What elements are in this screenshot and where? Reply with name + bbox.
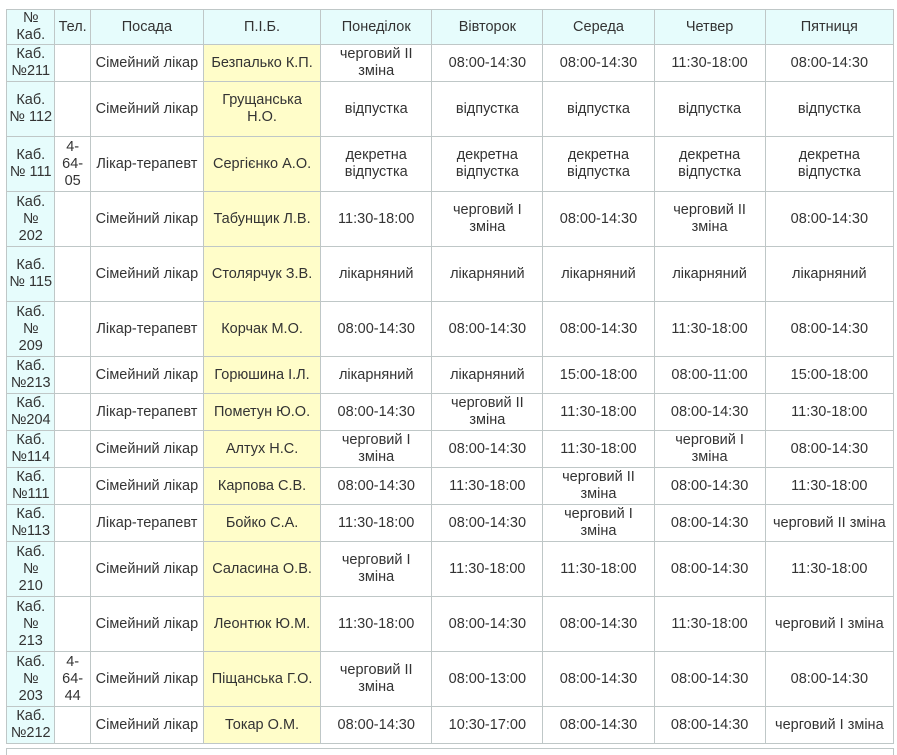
- friday-cell: 11:30-18:00: [765, 394, 893, 431]
- doctor-name-cell: Саласина О.В.: [203, 542, 320, 597]
- table-row: [7, 505, 894, 542]
- wednesday-cell: 11:30-18:00: [543, 431, 654, 468]
- friday-cell: відпустка: [765, 82, 893, 137]
- wednesday-cell: черговий І зміна: [543, 505, 654, 542]
- cabinet-cell: Каб. № 210: [7, 542, 55, 597]
- doctor-name-cell: Пометун Ю.О.: [203, 394, 320, 431]
- tuesday-cell: 08:00-14:30: [432, 302, 543, 357]
- phone-cell: [55, 192, 90, 247]
- table-footer-edge: [6, 748, 894, 755]
- header-monday: Понеділок: [321, 10, 432, 45]
- tuesday-cell: 11:30-18:00: [432, 468, 543, 505]
- thursday-cell: відпустка: [654, 82, 765, 137]
- header-name: П.І.Б.: [203, 10, 320, 45]
- monday-cell: 08:00-14:30: [321, 707, 432, 744]
- position-cell: Лікар-терапевт: [90, 394, 203, 431]
- friday-cell: декретна відпустка: [765, 137, 893, 192]
- thursday-cell: 08:00-14:30: [654, 468, 765, 505]
- doctor-name-cell: Безпалько К.П.: [203, 45, 320, 82]
- doctor-name-cell: Горюшина І.Л.: [203, 357, 320, 394]
- wednesday-cell: черговий ІІ зміна: [543, 468, 654, 505]
- wednesday-cell: 08:00-14:30: [543, 302, 654, 357]
- position-cell: Сімейний лікар: [90, 597, 203, 652]
- monday-cell: черговий І зміна: [321, 542, 432, 597]
- friday-cell: 08:00-14:30: [765, 431, 893, 468]
- cabinet-cell: Каб. № 112: [7, 82, 55, 137]
- tuesday-cell: лікарняний: [432, 247, 543, 302]
- position-cell: Сімейний лікар: [90, 357, 203, 394]
- table-row: [7, 302, 894, 357]
- phone-cell: 4-64-05: [55, 137, 90, 192]
- doctor-name-cell: Карпова С.В.: [203, 468, 320, 505]
- friday-cell: черговий І зміна: [765, 707, 893, 744]
- doctor-name-cell: Бойко С.А.: [203, 505, 320, 542]
- schedule-table: [6, 9, 894, 744]
- monday-cell: 08:00-14:30: [321, 468, 432, 505]
- position-cell: Сімейний лікар: [90, 192, 203, 247]
- friday-cell: 11:30-18:00: [765, 468, 893, 505]
- cabinet-cell: Каб. № 111: [7, 137, 55, 192]
- wednesday-cell: відпустка: [543, 82, 654, 137]
- table-row: [7, 82, 894, 137]
- thursday-cell: декретна відпустка: [654, 137, 765, 192]
- phone-cell: [55, 45, 90, 82]
- thursday-cell: 11:30-18:00: [654, 302, 765, 357]
- monday-cell: черговий ІІ зміна: [321, 45, 432, 82]
- cabinet-cell: Каб. №212: [7, 707, 55, 744]
- table-row: [7, 652, 894, 707]
- table-row: [7, 468, 894, 505]
- monday-cell: 08:00-14:30: [321, 302, 432, 357]
- doctor-name-cell: Грущанська Н.О.: [203, 82, 320, 137]
- thursday-cell: 08:00-14:30: [654, 707, 765, 744]
- thursday-cell: 08:00-14:30: [654, 394, 765, 431]
- table-row: [7, 192, 894, 247]
- thursday-cell: черговий ІІ зміна: [654, 192, 765, 247]
- tuesday-cell: черговий І зміна: [432, 192, 543, 247]
- table-row: [7, 247, 894, 302]
- doctor-name-cell: Корчак М.О.: [203, 302, 320, 357]
- position-cell: Сімейний лікар: [90, 707, 203, 744]
- thursday-cell: 08:00-14:30: [654, 505, 765, 542]
- thursday-cell: 11:30-18:00: [654, 597, 765, 652]
- phone-cell: [55, 82, 90, 137]
- wednesday-cell: 08:00-14:30: [543, 707, 654, 744]
- tuesday-cell: 08:00-14:30: [432, 505, 543, 542]
- header-tuesday: Вівторок: [432, 10, 543, 45]
- thursday-cell: лікарняний: [654, 247, 765, 302]
- header-position: Посада: [90, 10, 203, 45]
- wednesday-cell: 11:30-18:00: [543, 394, 654, 431]
- wednesday-cell: 15:00-18:00: [543, 357, 654, 394]
- friday-cell: черговий І зміна: [765, 597, 893, 652]
- wednesday-cell: 08:00-14:30: [543, 45, 654, 82]
- cabinet-cell: Каб. №204: [7, 394, 55, 431]
- doctor-name-cell: Табунщик Л.В.: [203, 192, 320, 247]
- phone-cell: [55, 597, 90, 652]
- wednesday-cell: лікарняний: [543, 247, 654, 302]
- friday-cell: лікарняний: [765, 247, 893, 302]
- cabinet-cell: Каб. № 202: [7, 192, 55, 247]
- wednesday-cell: 08:00-14:30: [543, 597, 654, 652]
- tuesday-cell: декретна відпустка: [432, 137, 543, 192]
- table-row: [7, 137, 894, 192]
- table-row: [7, 707, 894, 744]
- position-cell: Лікар-терапевт: [90, 505, 203, 542]
- position-cell: Сімейний лікар: [90, 45, 203, 82]
- friday-cell: 15:00-18:00: [765, 357, 893, 394]
- phone-cell: 4-64-44: [55, 652, 90, 707]
- cabinet-cell: Каб. №213: [7, 357, 55, 394]
- header-cabinet: № Каб.: [7, 10, 55, 45]
- phone-cell: [55, 505, 90, 542]
- tuesday-cell: 10:30-17:00: [432, 707, 543, 744]
- doctor-name-cell: Алтух Н.С.: [203, 431, 320, 468]
- table-row: [7, 597, 894, 652]
- monday-cell: черговий І зміна: [321, 431, 432, 468]
- cabinet-cell: Каб. №111: [7, 468, 55, 505]
- header-wednesday: Середа: [543, 10, 654, 45]
- friday-cell: 08:00-14:30: [765, 192, 893, 247]
- thursday-cell: 08:00-14:30: [654, 652, 765, 707]
- position-cell: Лікар-терапевт: [90, 137, 203, 192]
- table-row: [7, 431, 894, 468]
- doctor-name-cell: Столярчук З.В.: [203, 247, 320, 302]
- tuesday-cell: 08:00-13:00: [432, 652, 543, 707]
- table-row: [7, 357, 894, 394]
- thursday-cell: 11:30-18:00: [654, 45, 765, 82]
- table-row: [7, 542, 894, 597]
- wednesday-cell: 11:30-18:00: [543, 542, 654, 597]
- phone-cell: [55, 707, 90, 744]
- monday-cell: 11:30-18:00: [321, 597, 432, 652]
- tuesday-cell: 08:00-14:30: [432, 431, 543, 468]
- monday-cell: 08:00-14:30: [321, 394, 432, 431]
- wednesday-cell: декретна відпустка: [543, 137, 654, 192]
- doctor-name-cell: Піщанська Г.О.: [203, 652, 320, 707]
- friday-cell: 11:30-18:00: [765, 542, 893, 597]
- cabinet-cell: Каб. №114: [7, 431, 55, 468]
- monday-cell: лікарняний: [321, 247, 432, 302]
- doctor-name-cell: Сергієнко А.О.: [203, 137, 320, 192]
- header-friday: Пятниця: [765, 10, 893, 45]
- friday-cell: 08:00-14:30: [765, 652, 893, 707]
- thursday-cell: 08:00-14:30: [654, 542, 765, 597]
- cabinet-cell: Каб. № 209: [7, 302, 55, 357]
- thursday-cell: черговий І зміна: [654, 431, 765, 468]
- tuesday-cell: 08:00-14:30: [432, 597, 543, 652]
- phone-cell: [55, 247, 90, 302]
- tuesday-cell: 11:30-18:00: [432, 542, 543, 597]
- monday-cell: 11:30-18:00: [321, 192, 432, 247]
- cabinet-cell: Каб. № 115: [7, 247, 55, 302]
- position-cell: Сімейний лікар: [90, 468, 203, 505]
- wednesday-cell: 08:00-14:30: [543, 192, 654, 247]
- monday-cell: лікарняний: [321, 357, 432, 394]
- position-cell: Сімейний лікар: [90, 247, 203, 302]
- monday-cell: 11:30-18:00: [321, 505, 432, 542]
- wednesday-cell: 08:00-14:30: [543, 652, 654, 707]
- phone-cell: [55, 302, 90, 357]
- thursday-cell: 08:00-11:00: [654, 357, 765, 394]
- header-phone: Тел.: [55, 10, 90, 45]
- tuesday-cell: лікарняний: [432, 357, 543, 394]
- table-row: [7, 45, 894, 82]
- cabinet-cell: Каб. №211: [7, 45, 55, 82]
- phone-cell: [55, 431, 90, 468]
- position-cell: Сімейний лікар: [90, 542, 203, 597]
- position-cell: Лікар-терапевт: [90, 302, 203, 357]
- friday-cell: 08:00-14:30: [765, 45, 893, 82]
- doctor-name-cell: Токар О.М.: [203, 707, 320, 744]
- monday-cell: відпустка: [321, 82, 432, 137]
- table-row: [7, 394, 894, 431]
- header-row: [7, 10, 894, 45]
- tuesday-cell: відпустка: [432, 82, 543, 137]
- header-thursday: Четвер: [654, 10, 765, 45]
- phone-cell: [55, 542, 90, 597]
- friday-cell: 08:00-14:30: [765, 302, 893, 357]
- tuesday-cell: черговий ІІ зміна: [432, 394, 543, 431]
- phone-cell: [55, 357, 90, 394]
- cabinet-cell: Каб. № 213: [7, 597, 55, 652]
- monday-cell: декретна відпустка: [321, 137, 432, 192]
- monday-cell: черговий ІІ зміна: [321, 652, 432, 707]
- doctor-name-cell: Леонтюк Ю.М.: [203, 597, 320, 652]
- position-cell: Сімейний лікар: [90, 652, 203, 707]
- friday-cell: черговий ІІ зміна: [765, 505, 893, 542]
- tuesday-cell: 08:00-14:30: [432, 45, 543, 82]
- cabinet-cell: Каб. № 203: [7, 652, 55, 707]
- position-cell: Сімейний лікар: [90, 82, 203, 137]
- position-cell: Сімейний лікар: [90, 431, 203, 468]
- cabinet-cell: Каб. №113: [7, 505, 55, 542]
- phone-cell: [55, 468, 90, 505]
- phone-cell: [55, 394, 90, 431]
